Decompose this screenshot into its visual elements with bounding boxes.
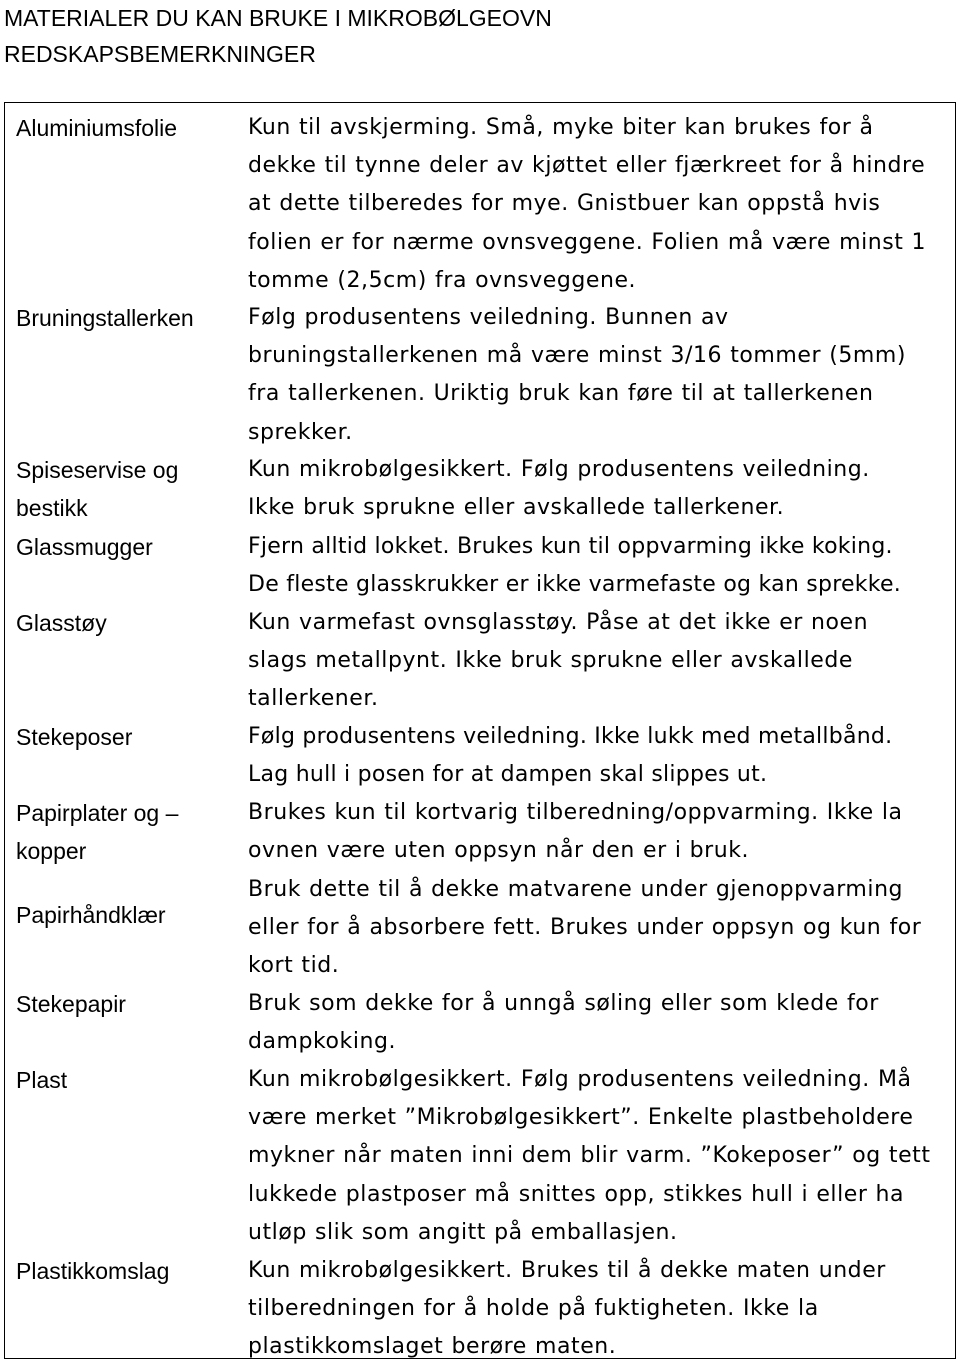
desc-plastikkomslag	[248, 1252, 953, 1367]
term-plast: Plast	[16, 1067, 68, 1093]
term-plastikkomslag: Plastikkomslag	[16, 1258, 170, 1284]
materials-table	[4, 102, 956, 1359]
desc-line: Følg produsentens veiledning. Bunnen av	[248, 305, 729, 330]
desc-bruningstallerken	[248, 299, 953, 452]
desc-glasstoy	[248, 604, 953, 719]
term-papirplater: Papirplater og – kopper	[16, 800, 179, 864]
desc-line: mykner når maten inni dem blir varm. ”Kokeposer” og tett	[248, 1143, 931, 1169]
term-bruningstallerken: Bruningstallerken	[16, 305, 194, 331]
desc-line: lukkede plastposer må snittes opp, stikkes hull i eller ha	[248, 1181, 905, 1207]
desc-line: dampkoking.	[248, 1029, 397, 1055]
desc-line: Kun til avskjerming. Små, myke biter kan brukes for å	[248, 115, 874, 140]
desc-aluminiumsfolie	[248, 109, 953, 300]
desc-line: Kun mikrobølgesikkert. Følg produsentens veiledning. Må	[248, 1067, 912, 1092]
desc-stekeposer	[248, 718, 953, 794]
term-papirhandklaer: Papirhåndklær	[16, 902, 166, 928]
desc-papirplater	[248, 794, 953, 870]
term-stekeposer: Stekeposer	[16, 724, 133, 750]
term-spiseservise: Spiseservise og bestikk	[16, 457, 179, 521]
desc-line: Bruk som dekke for å unngå søling eller som klede for	[248, 991, 879, 1016]
desc-line: Kun mikrobølgesikkert. Følg produsentens veiledning.	[248, 457, 870, 482]
desc-line: Lag hull i posen for at dampen skal slippes ut.	[248, 762, 768, 788]
desc-line: Kun mikrobølgesikkert. Brukes til å dekke maten under	[248, 1258, 886, 1283]
term-stekepapir: Stekepapir	[16, 991, 126, 1017]
desc-line: Følg produsentens veiledning. Ikke lukk med metallbånd.	[248, 724, 893, 749]
desc-line: tallerkener.	[248, 686, 379, 712]
desc-papirhandklaer	[248, 871, 953, 986]
desc-line: Ikke bruk sprukne eller avskallede tallerkener.	[248, 495, 785, 521]
desc-line: Kun varmefast ovnsglasstøy. Påse at det ikke er noen	[248, 610, 869, 635]
desc-line: Bruk dette til å dekke matvarene under gjenoppvarming	[248, 877, 904, 902]
title-line-2: REDSKAPSBEMERKNINGER	[4, 41, 316, 67]
desc-line: at dette tilberedes for mye. Gnistbuer kan oppstå hvis	[248, 191, 881, 217]
desc-line: Brukes kun til kortvarig tilberedning/oppvarming. Ikke la	[248, 800, 903, 825]
desc-line: kort tid.	[248, 953, 340, 979]
desc-stekepapir	[248, 985, 953, 1061]
desc-line: tomme (2,5cm) fra ovnsveggene.	[248, 267, 637, 293]
term-glasstoy: Glasstøy	[16, 610, 107, 636]
desc-line: slags metallpynt. Ikke bruk sprukne eller avskallede	[248, 648, 853, 674]
desc-line: eller for å absorbere fett. Brukes under oppsyn og kun for	[248, 915, 922, 941]
desc-line: utløp slik som angitt på emballasjen.	[248, 1219, 678, 1245]
desc-line: fra tallerkenen. Uriktig bruk kan føre til at tallerkenen	[248, 381, 874, 407]
page-title	[4, 0, 944, 72]
desc-line: være merket ”Mikrobølgesikkert”. Enkelte plastbeholdere	[248, 1105, 914, 1131]
term-glassmugger: Glassmugger	[16, 534, 153, 560]
desc-line: De fleste glasskrukker er ikke varmefaste og kan sprekke.	[248, 572, 902, 598]
desc-line: Fjern alltid lokket. Brukes kun til oppvarming ikke koking.	[248, 534, 893, 559]
desc-line: dekke til tynne deler av kjøttet eller fjærkreet for å hindre	[248, 153, 926, 179]
desc-glassmugger	[248, 528, 953, 604]
desc-line: plastikkomslaget berøre maten.	[248, 1334, 617, 1360]
desc-line: ovnen være uten oppsyn når den er i bruk.	[248, 838, 750, 864]
desc-line: bruningstallerkenen må være minst 3/16 tommer (5mm)	[248, 343, 906, 369]
desc-line: folien er for nærme ovnsveggene. Folien må være minst 1	[248, 229, 927, 255]
desc-spiseservise	[248, 451, 953, 527]
term-aluminiumsfolie: Aluminiumsfolie	[16, 115, 178, 141]
desc-line: tilberedningen for å holde på fuktigheten. Ikke la	[248, 1296, 819, 1322]
desc-plast	[248, 1061, 953, 1252]
desc-line: sprekker.	[248, 419, 353, 445]
title-line-1: MATERIALER DU KAN BRUKE I MIKROBØLGEOVN	[4, 5, 552, 31]
